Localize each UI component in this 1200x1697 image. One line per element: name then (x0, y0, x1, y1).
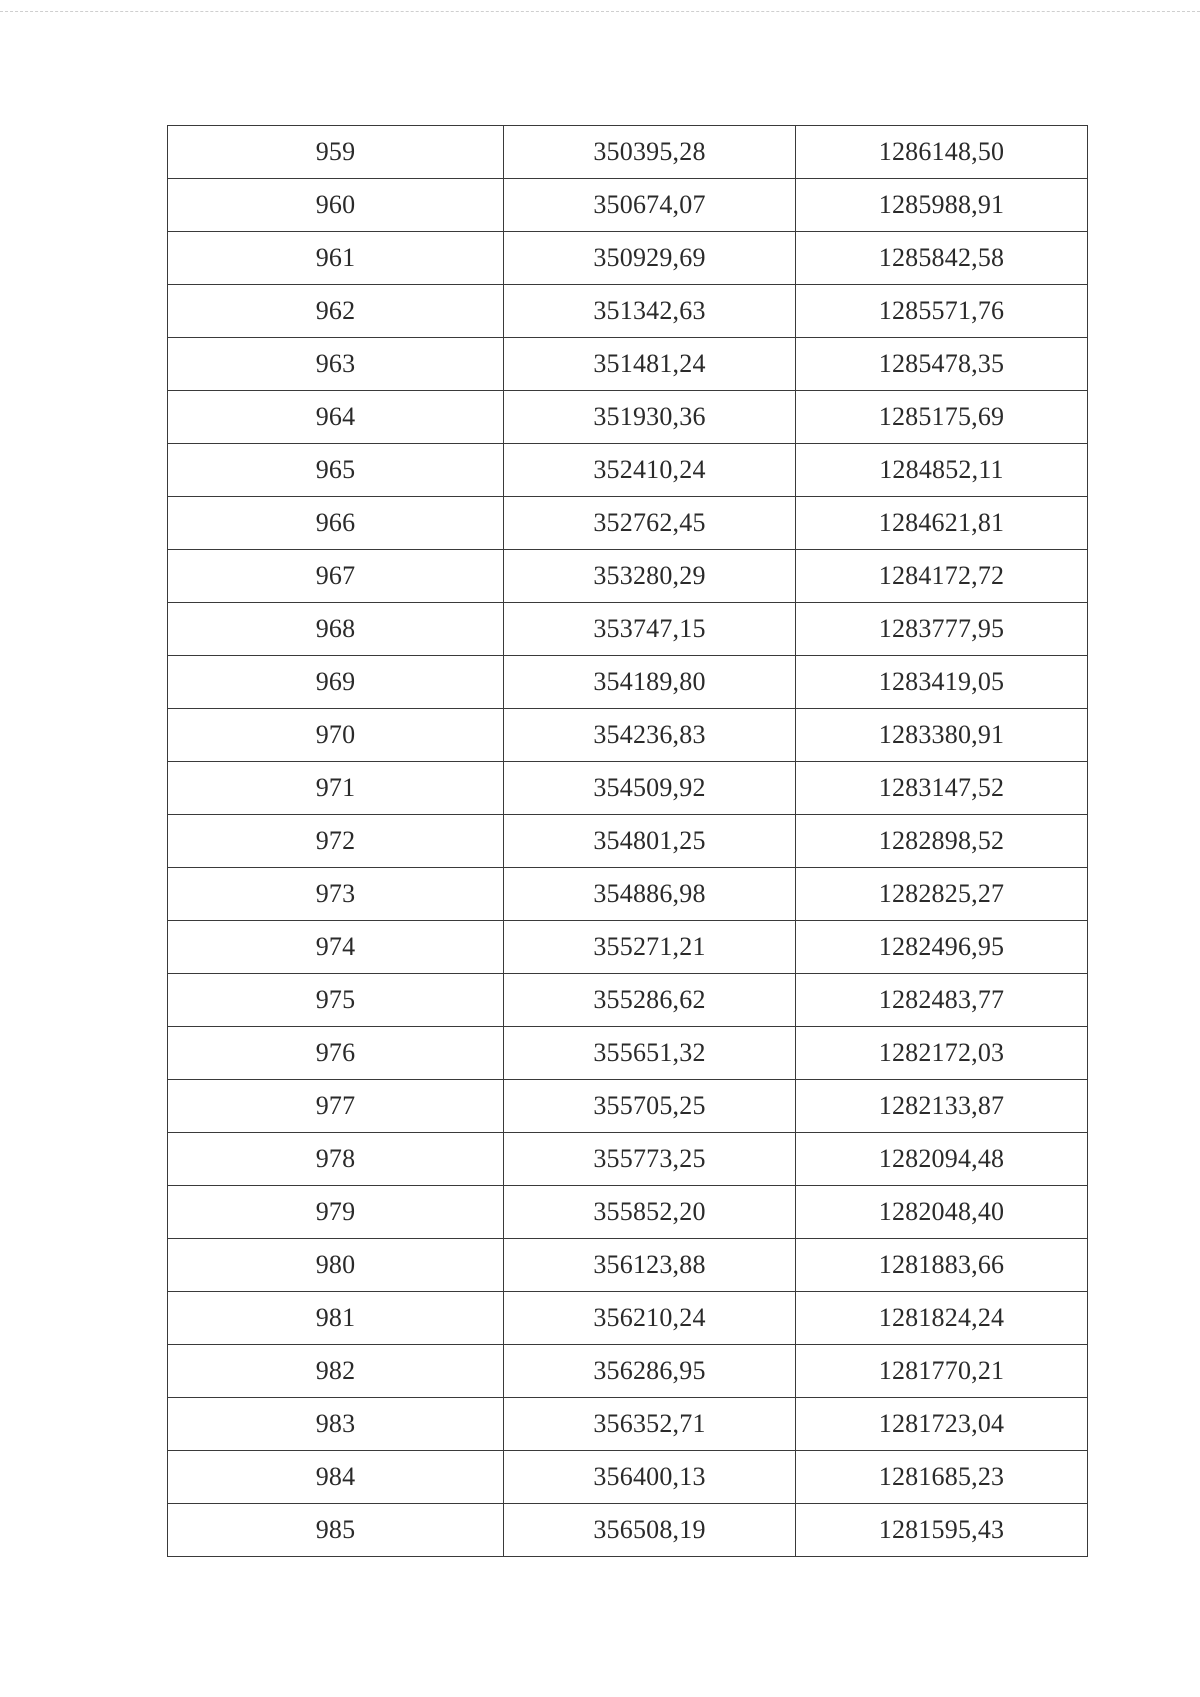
x-coordinate-cell: 350929,69 (504, 232, 796, 285)
table-row (168, 1133, 1088, 1186)
y-coordinate-cell: 1285478,35 (796, 338, 1088, 391)
table-row (168, 603, 1088, 656)
x-coordinate-cell: 356352,71 (504, 1398, 796, 1451)
y-coordinate-cell: 1284172,72 (796, 550, 1088, 603)
point-number-cell: 965 (168, 444, 504, 497)
point-number-cell: 978 (168, 1133, 504, 1186)
x-coordinate-cell: 351930,36 (504, 391, 796, 444)
point-number-cell: 984 (168, 1451, 504, 1504)
table-row (168, 1027, 1088, 1080)
scan-edge-line (0, 11, 1200, 12)
point-number-cell: 985 (168, 1504, 504, 1557)
x-coordinate-cell: 356400,13 (504, 1451, 796, 1504)
point-number-cell: 962 (168, 285, 504, 338)
x-coordinate-cell: 352762,45 (504, 497, 796, 550)
x-coordinate-cell: 353280,29 (504, 550, 796, 603)
y-coordinate-cell: 1283777,95 (796, 603, 1088, 656)
y-coordinate-cell: 1281723,04 (796, 1398, 1088, 1451)
y-coordinate-cell: 1282825,27 (796, 868, 1088, 921)
point-number-cell: 980 (168, 1239, 504, 1292)
x-coordinate-cell: 356210,24 (504, 1292, 796, 1345)
coordinates-table-body (168, 126, 1088, 1557)
y-coordinate-cell: 1282048,40 (796, 1186, 1088, 1239)
table-row (168, 444, 1088, 497)
table-row (168, 709, 1088, 762)
table-row (168, 550, 1088, 603)
x-coordinate-cell: 352410,24 (504, 444, 796, 497)
x-coordinate-cell: 350674,07 (504, 179, 796, 232)
point-number-cell: 976 (168, 1027, 504, 1080)
point-number-cell: 968 (168, 603, 504, 656)
point-number-cell: 975 (168, 974, 504, 1027)
point-number-cell: 973 (168, 868, 504, 921)
point-number-cell: 961 (168, 232, 504, 285)
y-coordinate-cell: 1281770,21 (796, 1345, 1088, 1398)
table-row (168, 497, 1088, 550)
x-coordinate-cell: 355271,21 (504, 921, 796, 974)
table-row (168, 1080, 1088, 1133)
table-row (168, 1451, 1088, 1504)
table-row (168, 868, 1088, 921)
x-coordinate-cell: 356123,88 (504, 1239, 796, 1292)
y-coordinate-cell: 1281685,23 (796, 1451, 1088, 1504)
y-coordinate-cell: 1281883,66 (796, 1239, 1088, 1292)
point-number-cell: 963 (168, 338, 504, 391)
point-number-cell: 981 (168, 1292, 504, 1345)
point-number-cell: 977 (168, 1080, 504, 1133)
table-row (168, 126, 1088, 179)
x-coordinate-cell: 354236,83 (504, 709, 796, 762)
x-coordinate-cell: 350395,28 (504, 126, 796, 179)
y-coordinate-cell: 1285988,91 (796, 179, 1088, 232)
x-coordinate-cell: 354886,98 (504, 868, 796, 921)
point-number-cell: 979 (168, 1186, 504, 1239)
point-number-cell: 964 (168, 391, 504, 444)
y-coordinate-cell: 1285842,58 (796, 232, 1088, 285)
table-row (168, 921, 1088, 974)
y-coordinate-cell: 1281824,24 (796, 1292, 1088, 1345)
y-coordinate-cell: 1285175,69 (796, 391, 1088, 444)
point-number-cell: 967 (168, 550, 504, 603)
x-coordinate-cell: 355651,32 (504, 1027, 796, 1080)
table-row (168, 1292, 1088, 1345)
y-coordinate-cell: 1283419,05 (796, 656, 1088, 709)
y-coordinate-cell: 1281595,43 (796, 1504, 1088, 1557)
table-row (168, 974, 1088, 1027)
x-coordinate-cell: 354189,80 (504, 656, 796, 709)
table-row (168, 1398, 1088, 1451)
table-row (168, 1186, 1088, 1239)
y-coordinate-cell: 1282172,03 (796, 1027, 1088, 1080)
x-coordinate-cell: 356508,19 (504, 1504, 796, 1557)
table-row (168, 815, 1088, 868)
table-row (168, 1504, 1088, 1557)
point-number-cell: 966 (168, 497, 504, 550)
x-coordinate-cell: 356286,95 (504, 1345, 796, 1398)
point-number-cell: 974 (168, 921, 504, 974)
x-coordinate-cell: 355286,62 (504, 974, 796, 1027)
point-number-cell: 971 (168, 762, 504, 815)
table-row (168, 232, 1088, 285)
point-number-cell: 970 (168, 709, 504, 762)
table-row (168, 391, 1088, 444)
x-coordinate-cell: 355773,25 (504, 1133, 796, 1186)
table-row (168, 762, 1088, 815)
point-number-cell: 960 (168, 179, 504, 232)
y-coordinate-cell: 1284621,81 (796, 497, 1088, 550)
x-coordinate-cell: 355705,25 (504, 1080, 796, 1133)
x-coordinate-cell: 353747,15 (504, 603, 796, 656)
point-number-cell: 959 (168, 126, 504, 179)
y-coordinate-cell: 1283380,91 (796, 709, 1088, 762)
y-coordinate-cell: 1283147,52 (796, 762, 1088, 815)
table-row (168, 285, 1088, 338)
y-coordinate-cell: 1284852,11 (796, 444, 1088, 497)
x-coordinate-cell: 355852,20 (504, 1186, 796, 1239)
table-row (168, 656, 1088, 709)
x-coordinate-cell: 354509,92 (504, 762, 796, 815)
table-row (168, 1239, 1088, 1292)
y-coordinate-cell: 1282483,77 (796, 974, 1088, 1027)
point-number-cell: 972 (168, 815, 504, 868)
table-row (168, 179, 1088, 232)
point-number-cell: 982 (168, 1345, 504, 1398)
x-coordinate-cell: 354801,25 (504, 815, 796, 868)
table-row (168, 338, 1088, 391)
point-number-cell: 983 (168, 1398, 504, 1451)
coordinates-table (167, 125, 1088, 1557)
point-number-cell: 969 (168, 656, 504, 709)
y-coordinate-cell: 1282133,87 (796, 1080, 1088, 1133)
x-coordinate-cell: 351342,63 (504, 285, 796, 338)
y-coordinate-cell: 1282898,52 (796, 815, 1088, 868)
y-coordinate-cell: 1285571,76 (796, 285, 1088, 338)
y-coordinate-cell: 1282094,48 (796, 1133, 1088, 1186)
y-coordinate-cell: 1282496,95 (796, 921, 1088, 974)
x-coordinate-cell: 351481,24 (504, 338, 796, 391)
table-row (168, 1345, 1088, 1398)
y-coordinate-cell: 1286148,50 (796, 126, 1088, 179)
